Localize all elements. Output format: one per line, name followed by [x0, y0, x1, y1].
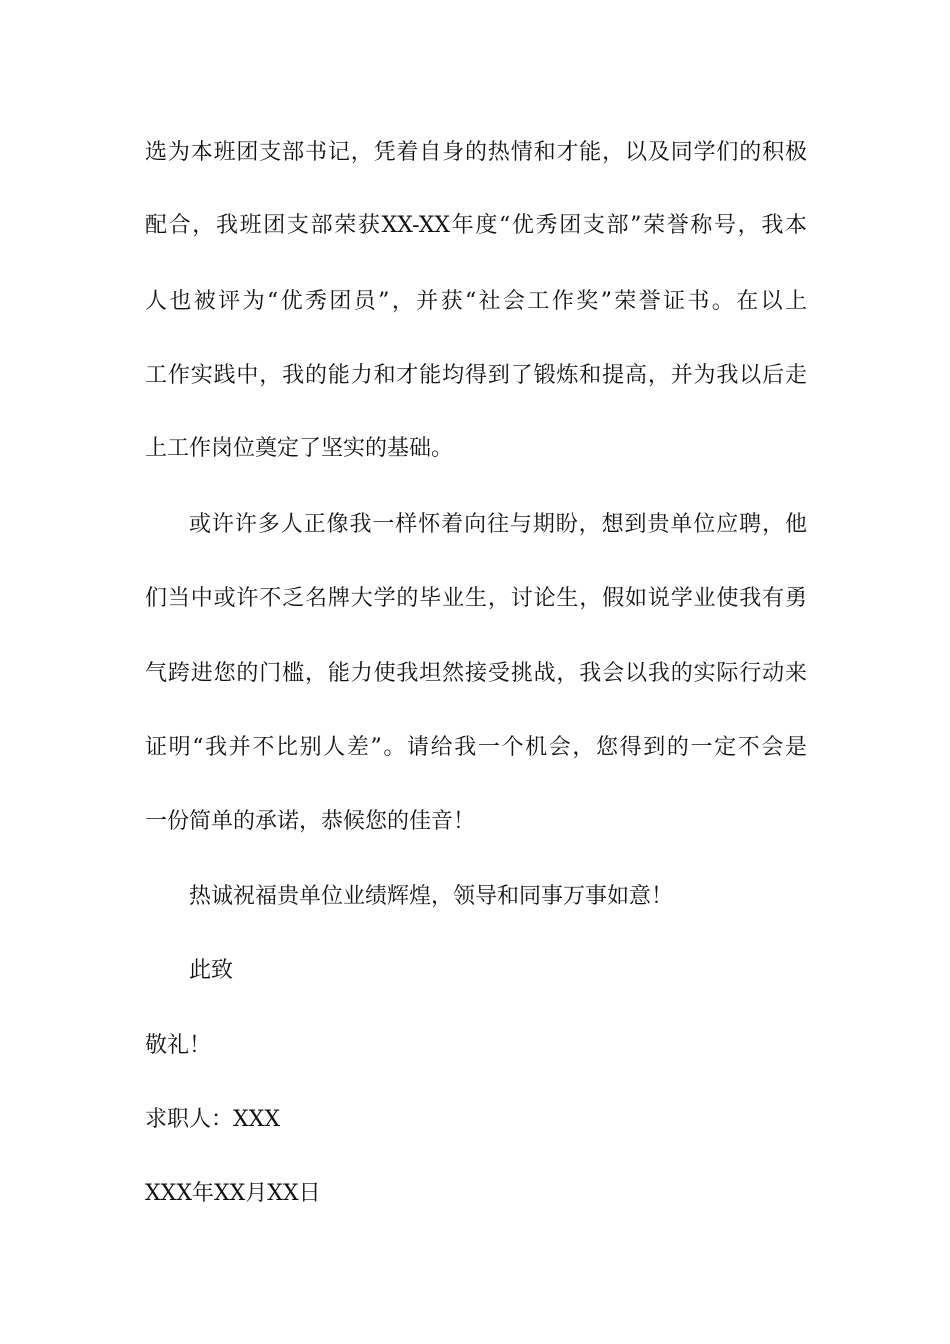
paragraph-line: 一份简单的承诺，恭候您的佳音！ — [145, 809, 476, 834]
letter-date: XXX年XX月XX日 — [145, 1181, 321, 1206]
closing-respect: 敬礼！ — [145, 1033, 212, 1058]
paragraph-line: 上工作岗位奠定了坚实的基础。 — [145, 436, 454, 461]
paragraph-line: 们当中或许不乏名牌大学的毕业生，讨论生，假如说学业使我有勇 — [145, 586, 807, 611]
paragraph-line: 选为本班团支部书记，凭着自身的热情和才能，以及同学们的积极 — [145, 140, 807, 165]
paragraph-line: 配合，我班团支部荣获XX-XX年度“优秀团支部”荣誉称号，我本 — [145, 213, 807, 238]
applicant-signature: 求职人：XXX — [145, 1107, 280, 1132]
paragraph-line: 人也被评为“优秀团员”，并获“社会工作奖”荣誉证书。在以上 — [145, 289, 807, 314]
paragraph-line: 气跨进您的门槛，能力使我坦然接受挑战，我会以我的实际行动来 — [145, 661, 807, 686]
closing-salutation: 此致 — [189, 958, 234, 983]
paragraph-line: 证明“我并不比别人差”。请给我一个机会，您得到的一定不会是 — [145, 735, 807, 760]
wishes-line: 热诚祝福贵单位业绩辉煌，领导和同事万事如意！ — [189, 884, 674, 909]
paragraph-line: 或许许多人正像我一样怀着向往与期盼，想到贵单位应聘，他 — [189, 512, 807, 537]
paragraph-line: 工作实践中，我的能力和才能均得到了锻炼和提高，并为我以后走 — [145, 363, 807, 388]
